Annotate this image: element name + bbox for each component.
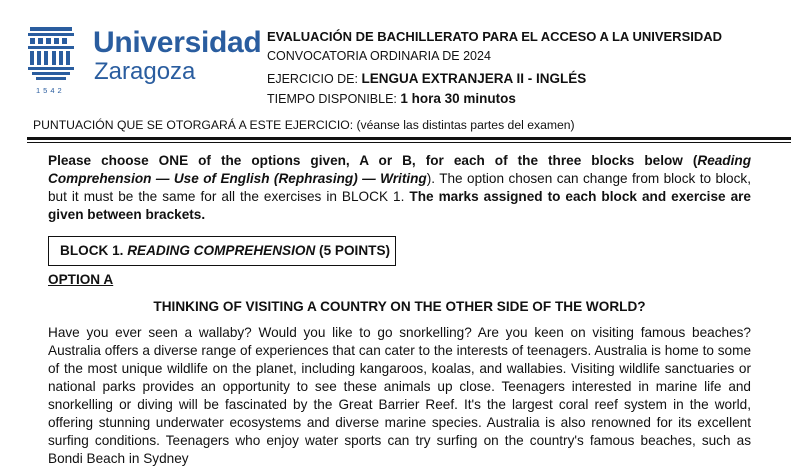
- block-italic: READING COMPREHENSION: [127, 243, 316, 258]
- instructions-bold-1: Please choose ONE of the options given, A or B, for each of the three blocks below (: [48, 153, 698, 168]
- option-heading: OPTION A: [48, 272, 114, 287]
- exam-subject-value: LENGUA EXTRANJERA II - INGLÉS: [361, 71, 587, 86]
- exam-subject: [267, 71, 586, 86]
- header-divider-thin: [27, 142, 791, 143]
- instructions-italic: Reading Comprehension — Use of English (Rephrasing) — Writing: [48, 153, 751, 186]
- article-title: THINKING OF VISITING A COUNTRY ON THE OTHER SIDE OF THE WORLD?: [153, 299, 646, 314]
- scoring-note: PUNTUACIÓN QUE SE OTORGARÁ A ESTE EJERCICIO: (véanse las distintas partes del examen): [33, 118, 575, 132]
- exam-time: [267, 91, 516, 106]
- instructions-plain: ). The option chosen can change from block to block, but it must be the same for all the exercises in BLOCK 1.: [48, 171, 751, 204]
- block-heading-box: [48, 236, 396, 266]
- building-emblem-icon: [26, 26, 76, 84]
- exam-subject-label: EJERCICIO DE:: [267, 72, 362, 86]
- block-suffix: (5 POINTS): [315, 243, 391, 258]
- article-body: Have you ever seen a wallaby? Would you like to go snorkelling? Are you keen on visiting famous beaches? Australia offers a diverse range of experiences that can cater to the interests of teenagers. Australia is home to some of the most unique wildlife on the planet, including kangaroos, koalas, and wallabies. Visiting wildlife sanctuaries or national parks provides an opportunity to see these animals up close. Teenagers interested in marine life and snorkelling or diving will be fascinated by the Great Barrier Reef. It's the largest coral reef system in the world, offering stunning underwater ecosystems and diverse marine species. Australia is also renowned for its excellent surfing conditions. Teenagers who enjoy water sports can try surfing on the country's famous beaches, such as Bondi Beach in Sydney: [48, 325, 751, 466]
- university-founding-year: 1542: [36, 86, 65, 95]
- university-logo: [26, 26, 266, 98]
- university-city: Zaragoza: [94, 58, 196, 85]
- instructions-paragraph: [48, 152, 751, 224]
- block-prefix: BLOCK 1.: [60, 243, 128, 258]
- exam-time-label: TIEMPO DISPONIBLE:: [267, 92, 401, 106]
- instructions-bold-2: The marks assigned to each block and exercise are given between brackets.: [48, 189, 751, 222]
- exam-convocatoria: CONVOCATORIA ORDINARIA DE 2024: [267, 49, 491, 63]
- university-name: Universidad: [93, 26, 262, 59]
- header-divider-thick: [27, 137, 791, 140]
- exam-title: EVALUACIÓN DE BACHILLERATO PARA EL ACCESO A LA UNIVERSIDAD: [267, 29, 723, 44]
- exam-time-value: 1 hora 30 minutos: [400, 91, 516, 106]
